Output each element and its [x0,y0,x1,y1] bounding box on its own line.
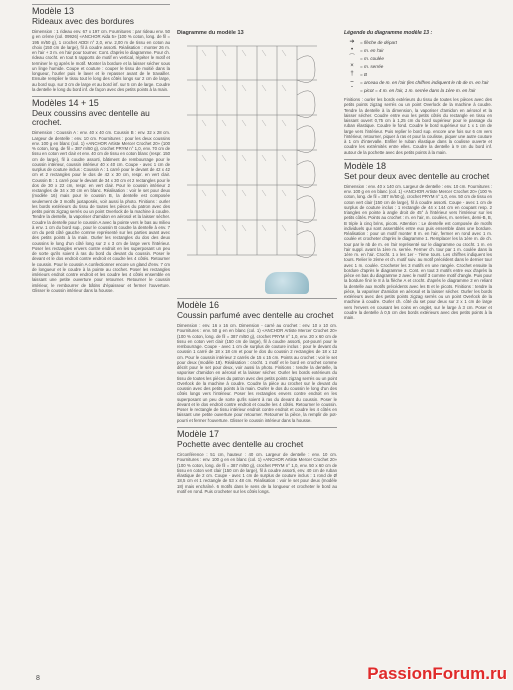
legend-text: = m. en l'air [360,48,384,53]
legend-section [344,30,492,155]
legend-text: = arceau de m. en l'air (les chiffres indiquent le nb de m. en l'air [360,80,489,85]
legend-symbol: ˆ [351,87,353,93]
model-16-section [177,298,337,423]
model-18-section [344,159,492,321]
model-14-15-section [32,96,170,293]
product-photo [265,272,309,294]
model-14-15-body: Dimension : Coussin A : env. 40 x 40 cm. Coussin B : env. 32 x 28 cm. Largeur de dentelle : env. 10 cm. Fournitures : pour les deux coussins env. 100 g en blanc (col. 1) «ANCHOR Artiste Mercer Crochet 20» (100 % coton, long. de fil = 387 m/50 g), crochet PRYM n° 1,0, env. 70 cm de tissu en coton vert clair et env. 40 cm de tissu en coton blanc (respr. 150 cm de large), fil à coudre assorti, bâtiment de rembourrage pour le coussin intérieur, coussin intérieur 40 x 40 cm. Coupe - avec 1 cm de surplus de couture inclus : Coussin A : 1 carré pour le devant de 42 x 42 cm et 2 rectangles pour le dos de 42 x 30 cm, respr. en vert clair. Coussin B : 1 carré pour le devant de 34 x 30 cm et 2 rectangles pour le dos de 30 x 22 cm, respr. en vert clair. Pour le coussin intérieur 2 rectangles de 34 x 30 cm en blanc. Réalisation : voir le set pour deux (modèle 16) mais pour le coussin B, la dentelle est composée seulement de 3 motifs juxtaposés, voir aussi la photo. Finitions : ourler les bords extérieurs du tissu de toutes les pièces du patron avec des petits points zigzag serrés ou un point Overlock de la machine à coudre. Tendre la dentelle, la vaporiser d'amidon en aérosol et la laisser sécher. Coudre la dentelle pour le coussin A avec la pointe vers le bas au milieu à env. 1 cm du bord sup., pour le coussin B coudre la dentelle à env. 7 cm du petit côté gauche comme représenté sur les parties avant avec des petits points à la main. Ourler les rectangles du dos des deux coussins le long d'un côté long sur 2 x 3 cm de large vers l'intérieur. Poser les rectangles envers contre endroit en les superposant un peu de sorte qu'ils soient à ras du bord du devant du coussin. Poser le devant et le dos endroit contre endroit et coudre les 4 côtés. Retourner le coussin. Pour le coussin A confectionner encore un gland d'env. 7 cm de longueur et le coudre à la pointe au crochet. Poser les rectangles intérieurs endroit contre endroit et les coudre les 4 côtés ensemble en laissant une petite ouverture pour retourner. Retourner le coussin intérieur, le rembourrer de bâtins d'épaisseur et fermer l'ouverture. Glisser le coussin intérieur dans la housse. [32,130,170,293]
model-17-title: Pochette avec dentelle au crochet [177,438,304,449]
model-13-body: Dimension : 1 rideau env. 67 x 197 cm. Fournitures : par rideau env. 50 g en crème (col. 09926) «ANCHOR Aida 5» (100 % coton, long. de fil = 195 m/50 g), 1 crochet ADDI n° 2,0, env. 2,00 m de tissu en coton au choix (150 cm de large), fil à coudre assorti. Réalisation : monter 26 m. en l'air + 3 m. en l'air pour tourner. Cont. d'après le diagramme. Pour ch. rideau crocht. en tout 5 rapports de motif en vertical, répéter le motif et terminer le rg après le motif. Monter la bordure et la laisser sécher sous un linge humide. Coupe et couture : couper le tissu de moitié dans la longueur, l'ourler puis le laver et le repasser avant de le travailler. Ensuite remplier le tissu tout le long des côtés longs sur 2 cm de large, au bord sup. sur 3 cm de large et au bord inf. sur 5 cm de large. Coudre la dentelle le long du bord inf. de façon avec des petits points à la main. [32,29,170,92]
legend-text: = picot = 4 m. en l'air, 1 m. serrée dans la 1ère m. en l'air [360,88,476,93]
legend-symbol: ➔ [349,39,355,45]
legend-symbol: × [350,63,354,69]
legend-text: = m. serrée [360,64,384,69]
legend-symbol: ⌒ [348,55,355,61]
model-13-number: Modèle 13 [32,6,75,16]
watermark: PassionForum.ru [367,664,507,683]
model-18-title: Set pour deux avec dentelle au crochet [344,170,490,181]
legend-row [344,72,492,77]
model-16-number: Modèle 16 [177,300,220,310]
legend-text: = flèche de départ [360,40,397,45]
legend-row [344,88,492,93]
model-13-section [32,4,170,92]
legend-row [344,56,492,61]
page-number: 8 [36,675,40,682]
legend-row [344,80,492,85]
model-16-body: Dimension : env. 16 x 16 cm. Dimension - carré au crochet : env. 10 x 10 cm. Fournitures : env. 50 g en en blanc (col. 1) «ANCHOR Artiste Mercer Crochet 20» (100 % coton, long. de fil = 387 m/50 g), crochet PRYM n° 1,0, env. 20 x 60 cm de tissu en coton vert clair (150 cm de large), fil à coudre assorti, pot-pourri pour le rembourrage. Coupe - avec 1 cm de surplus de couture inclus : pour le devant du coussin 1 carré de 18 x 18 cm et pour le dos du coussin 2 rectangles de 18 x 12 cm. Pour le coussin intérieur 2 carrés de 15 x 15 cm. Points au crochet : voir le set pour deux (modèle 18). Réalisation : crocht. 1 motif et le bord en crochet comme décrit pour le set pour deux, voir aussi la photo. Finitions : tendre la dentelle, la vaporiser d'amidon en aérosol et la laisser sécher. Ourler les bords extérieurs du tissu de toutes les pièces du patron avec des petits points zigzag serrés ou un point Overlock de la machine à coudre. Coudre la pièce au crochet sur le devant du coussin avec des petits points à la main. Ourler le dos du coussin le long d'un des côtés longs vers l'intérieur. Poser les rectangles envers contre endroit en les superposant un peu de sorte qu'ils soient à ras du devant du coussin. Poser le devant et le dos endroit contre endroit et coudre les 4 côtés. Retourner le coussin. Poser le rectangle de tissu intérieur endroit contre endroit et coudre les 4 côtés en laissant une petite ouverture pour retourner. Retourner la pièce, la remplir de pot-pourri et fermer l'ouverture. Glisser le coussin intérieur dans la housse. [177,323,337,423]
model-17-body: Circonférence : 51 cm, hauteur : 40 cm. Largeur de dentelle : env. 10 cm. Fournitures : env. 100 g en en blanc (col. 1) «ANCHOR Artiste Mercer Crochet 20» (100 % coton, long. de fil = 387 m/50 g), crochet PRYM n° 1,0, env. 50 x 60 cm de tissu en coton vert clair (150 cm de large), fil à coudre assorti, env. 40 cm de ruban élastique de 2 cm. Coupe - avec 1 cm de surplus de couture inclus : 1 rond de Ø 18,5 cm et 1 rectangle de 53 x 48 cm. Réalisation : voir le set pour deux (modèle 18) mais enchaîné. 6 motifs dans le sens de la longueur et crocheter le bord au motif en rond. Puis crocheter sur les côtés longs. [177,452,337,494]
legend-row [344,48,492,53]
legend-symbol: ⌣ [350,79,354,85]
legend-finish-text: Finitions : ourler les bords extérieurs du tissu de toutes les pièces avec des petits points zigzag serrés ou un point Overlock de la machine à coudre. Tendre la dentelle à la dimension, la vaporiser d'amidon en aérosol et la laisser sécher. Coudre entre eux les petits côtés du rectangle en tissu en laissant ouvert 0,75 cm à 1,25 cm du bord supérieur pour le passage du ruban élastique. Coudre le fond. Coudre le bord supérieur sur 1 x 1 cm de large vers l'intérieur. Puis replier le bord sup. encore une fois sur 6 cm vers l'intérieur, retourner, piquer à ras et pour la coulisse, piquer une autre couture à 1 cm d'intervalle. Enfiler le ruban élastique dans la coulisse ouverte et coudre les extrémités entre elles. Coudre la dentelle à 9 cm du bord inf. autour de la pochette avec des petits points à la main. [344,97,492,155]
right-column [344,0,492,322]
model-14-15-number: Modèles 14 + 15 [32,98,99,109]
legend-list [344,40,492,93]
model-17-section [177,427,337,494]
model-18-number: Modèle 18 [344,160,387,171]
model-16-title: Coussin parfumé avec dentelle au crochet [177,309,334,320]
model-18-body: Dimension : env. 40 x 140 cm. Largeur de dentelle : env. 10 cm. Fournitures : env. 100 g en en blanc (col. 1) «ANCHOR Artiste Mercer Crochet 20» (100 % coton, long. de fil = 387 m/50 g), crochet PRYM n° 1,0, env. 50 cm de tissu en coton vert clair (150 cm de large), fil à coudre assorti. Coupe - avec 1 cm de surplus de couture inclus : 1 rectangle de 44 x 144 cm en coupant resp. 2 triangles en pointe à angle droit de 45° à l'intérieur vers l'intérieur sur les petits côtés. Points au crochet : m. en l'air, m. coulées, m. serrées, demi-B, B, B triple à cinq brins, picots. Attention : Le dentelle est composée de motifs individuels qui sont assemblés entre eux puis ensemble dans une bordure. Réalisation : pour un motif monter 8 m. en l'air, fermer en rond avec 1 m. coulée et crocheter d'après le diagramme 1. Remplacer les la 1ère m. de ch. tour par le nb de m. en l'air représenté sur le diagramme ou crocht. 1 m. en l'air suppl. avant la 1ère m. serrée. Fermer ch. tour par 1 m. coulée dans la 1ère m. en l'air. Crocht. 1 x les 1er - 7ème tours. Les chiffres indiquent les tours. Relier le 2ème et ch. motif suiv. au motif précédent dans le dernier tour avec 1 m. coulée. Crocheter les 3 motifs en une rangée. Crochet ensuite la bordure d'après le diagramme 2. Cont. en tout 3 motifs entre eux d'après la pièce en bas du diagramme 2 avec le motif 3 comme motif d'angle. Puis pour la bordure finir le 8 à la flèche A et crocht. d'après le diagramme 2 en reliant la dentelle aux motifs précédents avec les B et le picots. Finitions : tendre la pièce, la vaporiser d'amidon en aérosol et la laisser sécher. Ourler les bords extérieurs avec des petits points zigzag serrés ou un point Overlock de la machine à coudre. Ourler ch. côté du set pour deux sur 2 x 1 cm de large vers l'envers en cousant les coins en onglet, sur le large à 3 cm. Poser et coudre la dentelle à 0,5 cm des bords extérieurs avec des petits points à la main. [344,183,492,321]
legend-row [344,40,492,45]
legend-title: Légende du diagramme modèle 13 : [344,30,433,36]
legend-text: = m. coulée [360,56,384,61]
diagram-section [177,30,337,270]
legend-text: = B [360,72,368,77]
legend-symbol: † [350,71,354,77]
middle-column [177,0,337,496]
model-14-15-title: Deux coussins avec dentelle au crochet. [32,108,150,128]
diagram-title: Diagramme du modèle 13 [177,30,244,36]
model-17-number: Modèle 17 [177,428,220,439]
model-13-title: Rideaux avec des bordures [32,15,134,26]
legend-symbol: • [350,47,354,53]
left-column [32,0,170,295]
crochet-diagram [177,40,327,265]
legend-row [344,64,492,69]
